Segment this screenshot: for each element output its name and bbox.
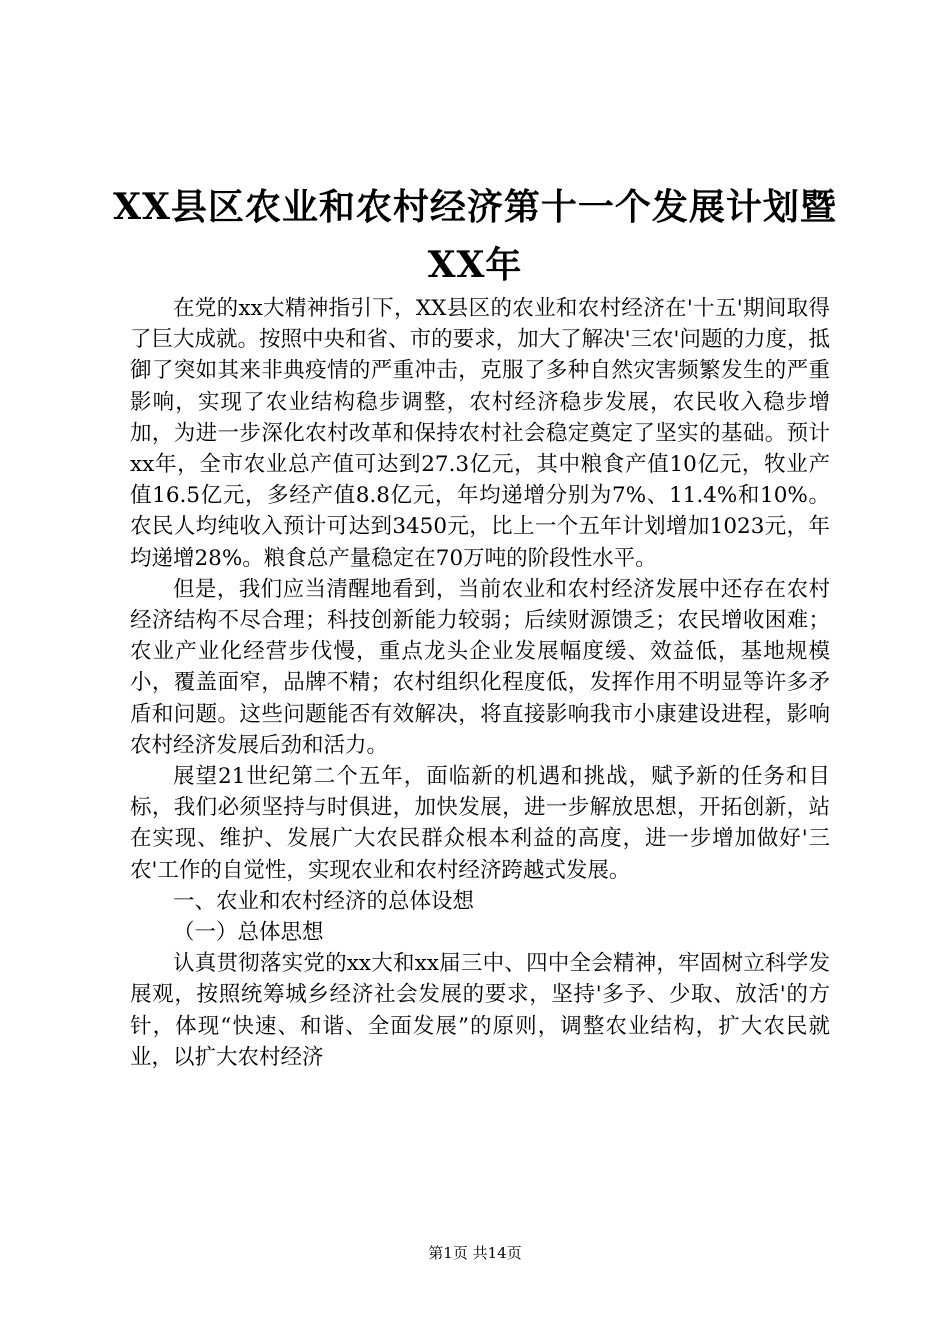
paragraph: 展望21世纪第二个五年，面临新的机遇和挑战，赋予新的任务和目标，我们必须坚持与时俱进，加快发展，进一步解放思想，开拓创新，站在实现、维护、发展广大农民群众根本利益的高度，进一步增加做好'三农'工作的自觉性，实现农业和农村经济跨越式发展。 [130,764,830,883]
subsection-heading: （一）总体思想 [173,920,324,946]
title-line-1: XX县区农业和农村经济第十一个发展计划暨 [113,186,837,228]
document-title [110,178,840,294]
document-body [130,293,830,1073]
title-line-2: XX年 [427,244,523,286]
section-heading: 一、农业和农村经济的总体设想 [173,888,475,914]
paragraph: 在党的xx大精神指引下，XX县区的农业和农村经济在'十五'期间取得了巨大成就。按照中央和省、市的要求，加大了解决'三农'问题的力度，抵御了突如其来非典疫情的严重冲击，克服了多种自然灾害频繁发生的严重影响，实现了农业结构稳步调整，农村经济稳步发展，农民收入稳步增加，为进一步深化农村改革和保持农村社会稳定奠定了坚实的基础。预计xx年，全市农业总产值可达到27.3亿元，其中粮食产值10亿元，牧业产值16.5亿元，多经产值8.8亿元，年均递增分别为7%、11.4%和10%。农民人均纯收入预计可达到3450元，比上一个五年计划增加1023元，年均递增28%。粮食总产量稳定在70万吨的阶段性水平。 [130,296,830,571]
paragraph: 认真贯彻落实党的xx大和xx届三中、四中全会精神，牢固树立科学发展观，按照统筹城乡经济社会发展的要求，坚持'多予、少取、放活'的方针，体现“快速、和谐、全面发展”的原则，调整农业结构，扩大农民就业，以扩大农村经济 [130,951,830,1070]
paragraph: 但是，我们应当清醒地看到，当前农业和农村经济发展中还存在农村经济结构不尽合理；科技创新能力较弱；后续财源馈乏；农民增收困难；农业产业化经营步伐慢，重点龙头企业发展幅度缓、效益低，基地规模小，覆盖面窄，品牌不精；农村组织化程度低，发挥作用不明显等许多矛盾和问题。这些问题能否有效解决，将直接影响我市小康建设进程，影响农村经济发展后劲和活力。 [130,576,830,758]
page-footer: 第1页 共14页 [428,1244,522,1262]
